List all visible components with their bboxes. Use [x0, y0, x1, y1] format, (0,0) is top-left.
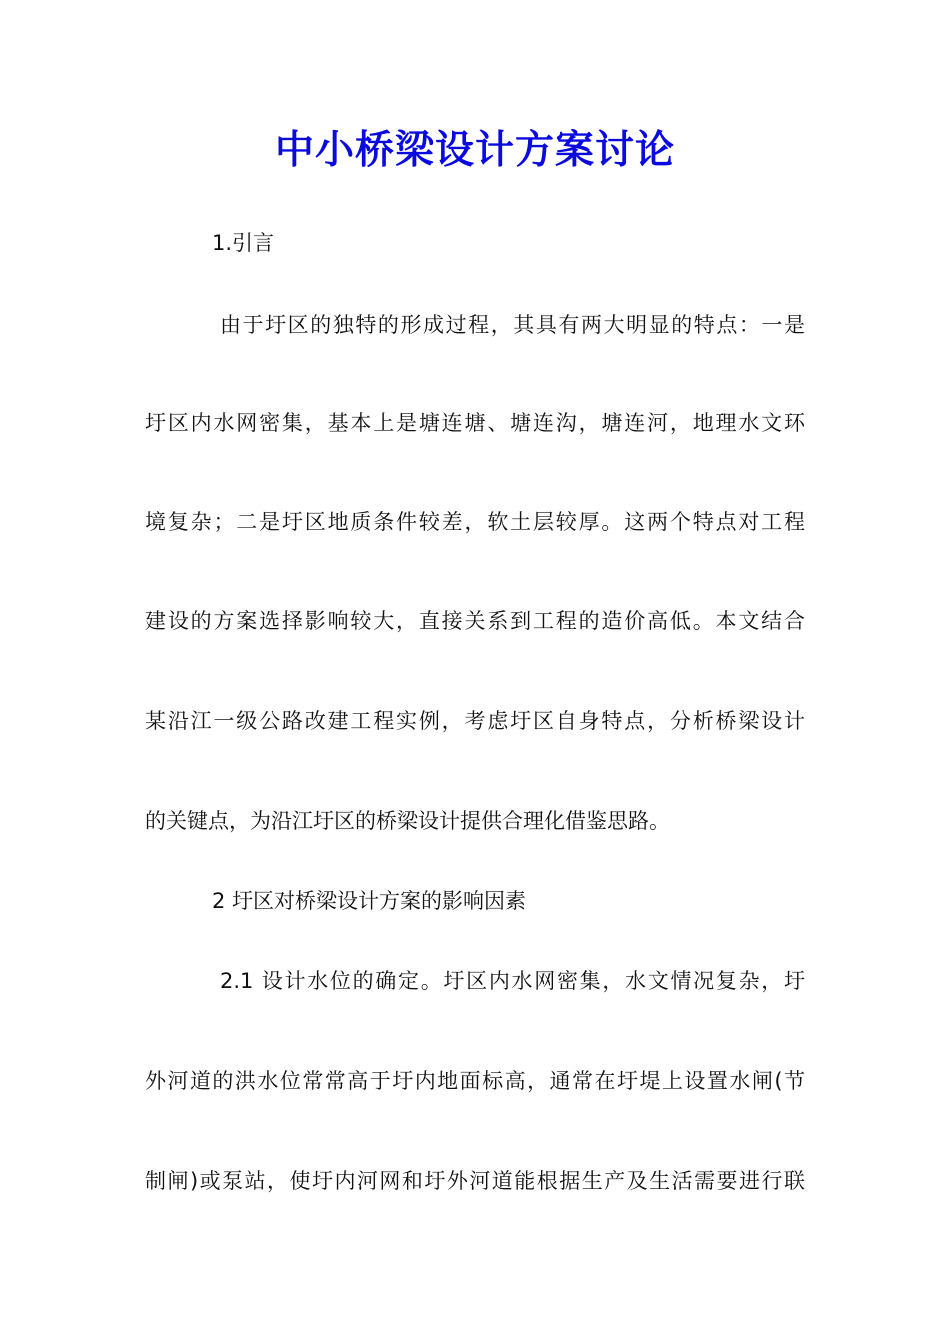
section-heading-factors: 2 圩区对桥梁设计方案的影响因素	[212, 889, 527, 913]
paragraph-line: 某沿江一级公路改建工程实例，考虑圩区自身特点，分析桥梁设计	[145, 709, 805, 733]
paragraph-line: 由于圩区的独特的形成过程，其具有两大明显的特点：一是	[220, 313, 805, 337]
paragraph-line: 境复杂；二是圩区地质条件较差，软土层较厚。这两个特点对工程	[145, 510, 805, 534]
paragraph-line: 建设的方案选择影响较大，直接关系到工程的造价高低。本文结合	[145, 609, 805, 633]
paragraph-line: 2.1 设计水位的确定。圩区内水网密集，水文情况复杂，圩	[220, 969, 805, 993]
paragraph-line: 外河道的洪水位常常高于圩内地面标高，通常在圩堤上设置水闸(节	[145, 1069, 805, 1093]
document-title: 中小桥梁设计方案讨论	[274, 127, 675, 173]
section-heading-introduction: 1.引言	[212, 231, 275, 255]
paragraph-line: 的关键点，为沿江圩区的桥梁设计提供合理化借鉴思路。	[145, 809, 670, 833]
paragraph-line: 圩区内水网密集，基本上是塘连塘、塘连沟，塘连河，地理水文环	[145, 411, 805, 435]
paragraph-line: 制闸)或泵站，使圩内河网和圩外河道能根据生产及生活需要进行联	[145, 1169, 805, 1193]
